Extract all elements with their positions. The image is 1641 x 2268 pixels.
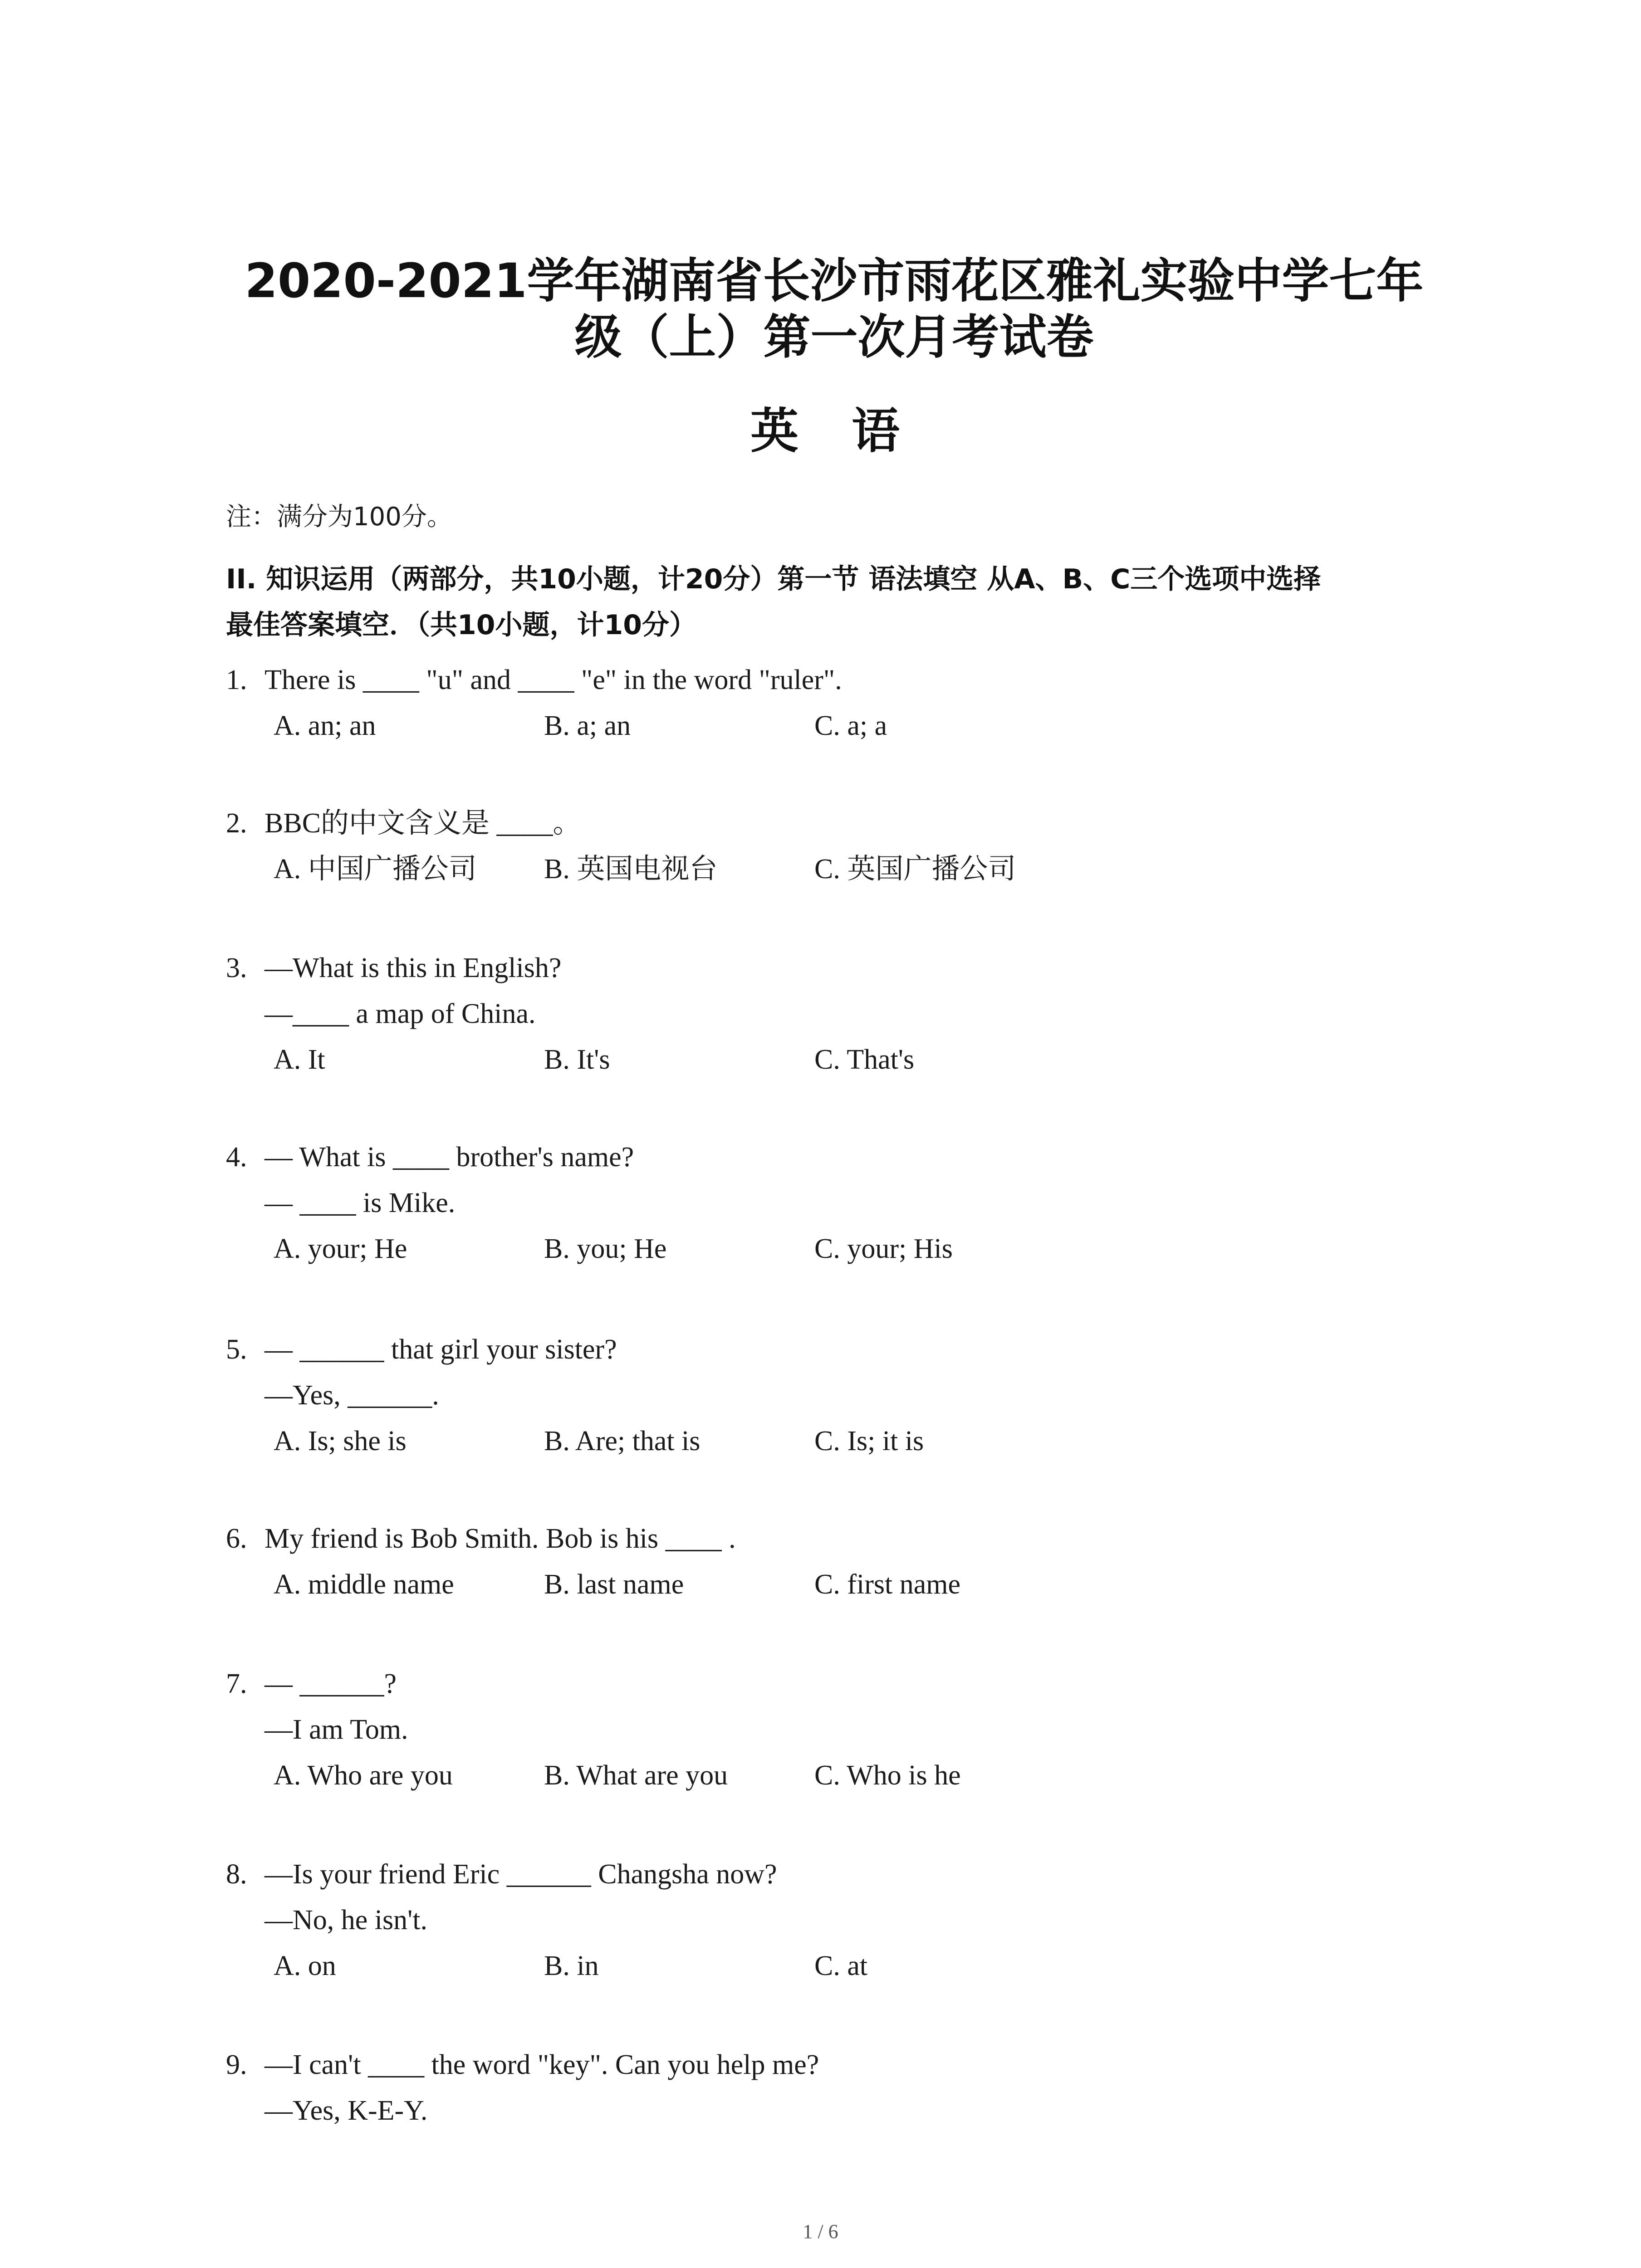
score-note: 注：满分为100分。 [226, 502, 452, 532]
question-text: —____ a map of China. [265, 998, 536, 1029]
option-a: A. Is; she is [274, 1426, 407, 1457]
title-line: 级（上）第一次月考试卷 [574, 309, 1094, 365]
question-options [226, 1562, 1451, 1608]
question-6 [226, 1516, 1451, 1608]
question-number: 2. [226, 808, 247, 839]
option-b: B. you; He [544, 1233, 667, 1264]
question-options [226, 1037, 1451, 1083]
option-a: A. on [274, 1950, 336, 1981]
question-text: —I am Tom. [265, 1714, 408, 1745]
question-text: —I can't ____ the word "key". Can you help me? [265, 2049, 819, 2080]
exam-title [27, 253, 1641, 365]
option-c: C. That's [814, 1044, 915, 1075]
option-b: B. a; an [544, 710, 631, 741]
question-text: —Yes, K-E-Y. [265, 2095, 428, 2126]
question-text: —No, he isn't. [265, 1905, 428, 1936]
question-text: —Yes, ______. [265, 1380, 439, 1411]
question-7 [226, 1661, 1451, 1799]
option-c: C. your; His [814, 1233, 953, 1264]
question-number: 9. [226, 2049, 247, 2080]
option-b: B. 英国电视台 [544, 854, 718, 885]
option-b: B. in [544, 1950, 599, 1981]
question-3 [226, 945, 1451, 1083]
question-number: 5. [226, 1334, 247, 1365]
question-number: 6. [226, 1523, 247, 1554]
question-1 [226, 657, 1451, 749]
option-b: B. It's [544, 1044, 610, 1075]
question-text: —What is this in English? [265, 953, 562, 983]
option-a: A. an; an [274, 710, 376, 741]
option-a: A. middle name [274, 1569, 454, 1600]
question-options [226, 1226, 1451, 1272]
subject-heading: 英 语 [750, 403, 918, 459]
question-number: 4. [226, 1142, 247, 1173]
question-8 [226, 1852, 1451, 1989]
question-options [226, 1753, 1451, 1799]
option-c: C. a; a [814, 710, 887, 741]
option-a: A. Who are you [274, 1760, 453, 1791]
option-c: C. Who is he [814, 1760, 961, 1791]
question-options [226, 1418, 1451, 1464]
option-a: A. your; He [274, 1233, 407, 1264]
question-text: — What is ____ brother's name? [265, 1142, 634, 1173]
question-4 [226, 1134, 1451, 1272]
question-text: — ______? [265, 1668, 397, 1699]
question-text: BBC的中文含义是 ____。 [265, 808, 581, 839]
option-c: C. first name [814, 1569, 960, 1600]
option-a: A. 中国广播公司 [274, 854, 477, 885]
option-c: C. at [814, 1950, 868, 1981]
title-line: 2020-2021学年湖南省长沙市雨花区雅礼实验中学七年 [245, 253, 1424, 308]
question-number: 7. [226, 1668, 247, 1699]
question-options [226, 1943, 1451, 1989]
question-number: 8. [226, 1859, 247, 1890]
question-text: — ____ is Mike. [265, 1188, 456, 1218]
option-b: B. What are you [544, 1760, 728, 1791]
question-text: My friend is Bob Smith. Bob is his ____ . [265, 1523, 736, 1554]
question-number: 1. [226, 665, 247, 695]
section-heading-line: 最佳答案填空．（共10小题，计10分） [226, 609, 696, 641]
question-options [226, 703, 1451, 749]
question-text: —Is your friend Eric ______ Changsha now? [265, 1859, 777, 1890]
option-b: B. Are; that is [544, 1426, 700, 1457]
section-heading [226, 557, 1321, 648]
question-text: — ______ that girl your sister? [265, 1334, 617, 1365]
option-c: C. 英国广播公司 [814, 854, 1016, 885]
question-number: 3. [226, 953, 247, 983]
section-heading-line: II. 知识运用（两部分，共10小题，计20分）第一节 语法填空 从A、B、C三个选项中选择 [226, 563, 1321, 595]
question-5 [226, 1327, 1451, 1464]
question-options [226, 846, 1451, 892]
question-9 [226, 2042, 1451, 2134]
option-a: A. It [274, 1044, 325, 1075]
page-number: 1 / 6 [803, 2220, 838, 2243]
question-text: There is ____ "u" and ____ "e" in the word "ruler". [265, 665, 842, 695]
option-b: B. last name [544, 1569, 684, 1600]
option-c: C. Is; it is [814, 1426, 924, 1457]
question-2 [226, 801, 1451, 892]
